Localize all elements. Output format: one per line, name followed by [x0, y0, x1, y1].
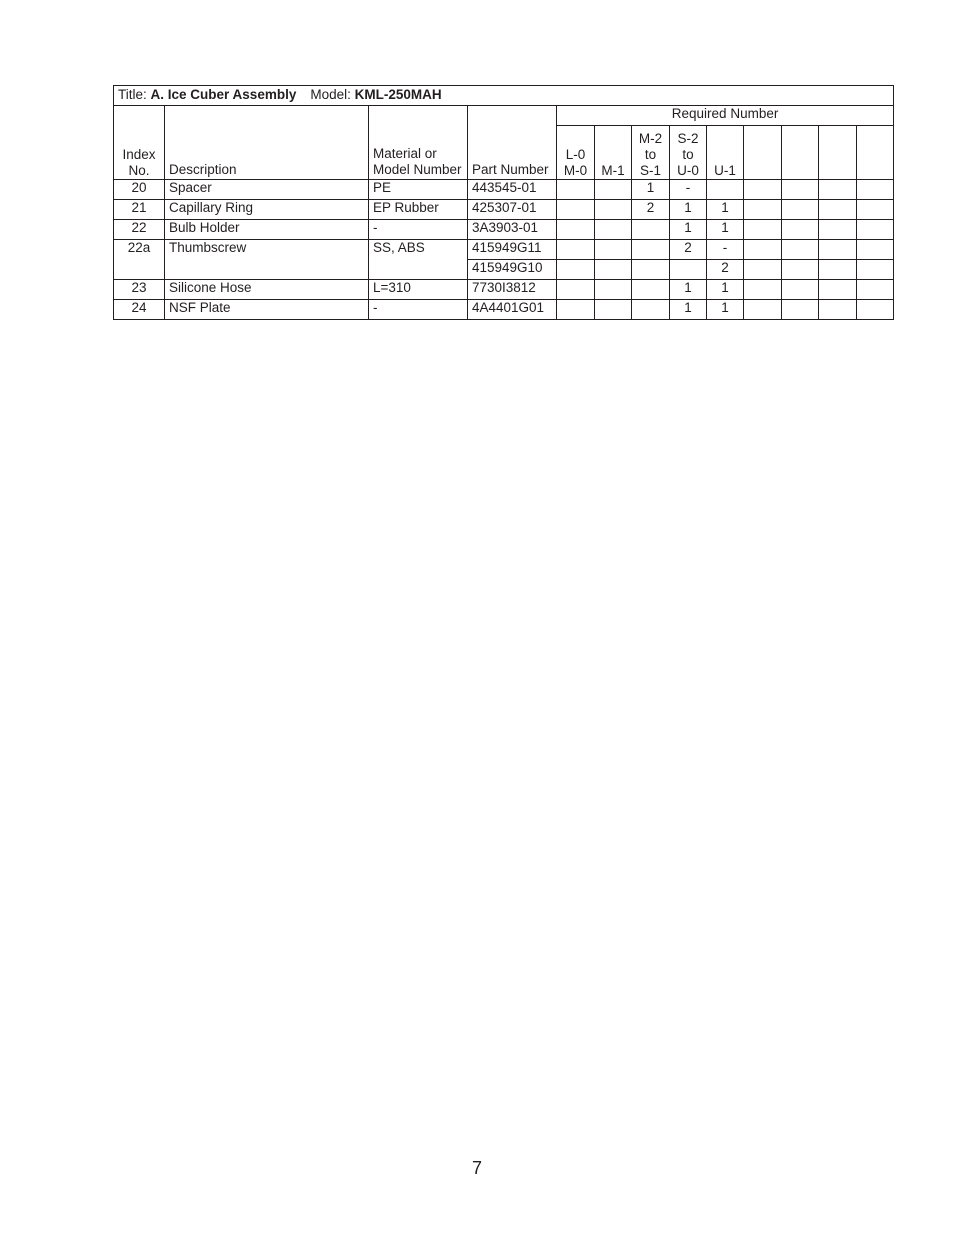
material-cell: [369, 260, 468, 280]
required-qty-cell: [595, 280, 632, 300]
required-qty-cell: -: [707, 240, 744, 260]
table-row: [114, 260, 894, 280]
required-qty-cell: [707, 180, 744, 200]
index-header-line2: No.: [128, 163, 150, 178]
req-column-header: [595, 126, 632, 180]
table-row: [114, 280, 894, 300]
part-number-cell: 415949G11: [468, 240, 557, 260]
req-column-header-line1: S-2: [677, 131, 699, 146]
index-cell: 20: [114, 180, 165, 200]
required-qty-cell: [557, 300, 595, 320]
required-qty-cell: [744, 260, 782, 280]
required-qty-cell: [782, 200, 819, 220]
part-number-cell: 443545-01: [468, 180, 557, 200]
description-cell: Thumbscrew: [165, 240, 369, 260]
req-column-header-line3: U-1: [714, 163, 736, 178]
req-column-header: [670, 126, 707, 180]
title-row: [114, 86, 894, 106]
index-cell: 24: [114, 300, 165, 320]
required-qty-cell: 2: [707, 260, 744, 280]
req-column-header-line3: M-1: [601, 163, 625, 178]
req-column-header-line2: [707, 147, 743, 163]
required-qty-cell: [857, 180, 894, 200]
req-column-header-line1: [595, 131, 631, 147]
required-qty-cell: 1: [707, 220, 744, 240]
required-qty-cell: [557, 180, 595, 200]
req-column-header: [632, 126, 670, 180]
req-column-header: [819, 126, 857, 180]
required-qty-cell: 1: [707, 280, 744, 300]
req-column-header-line2: L-0: [565, 147, 586, 162]
required-qty-cell: [782, 260, 819, 280]
required-qty-cell: [632, 300, 670, 320]
material-header-line1: Material or: [373, 146, 437, 161]
required-qty-cell: -: [670, 180, 707, 200]
model-label: Model:: [310, 87, 351, 102]
index-header-line1: Index: [122, 147, 156, 162]
required-qty-cell: 1: [670, 280, 707, 300]
required-qty-cell: [744, 240, 782, 260]
required-qty-cell: [595, 240, 632, 260]
required-qty-cell: [819, 240, 857, 260]
required-qty-cell: [595, 200, 632, 220]
description-cell: [165, 260, 369, 280]
index-cell: [114, 260, 165, 280]
required-qty-cell: [857, 280, 894, 300]
req-column-header: [707, 126, 744, 180]
req-column-header-line3: U-0: [677, 163, 699, 178]
required-qty-cell: 1: [670, 300, 707, 320]
description-cell: Spacer: [165, 180, 369, 200]
assembly-title: A. Ice Cuber Assembly: [150, 87, 297, 102]
parts-table: [113, 85, 894, 320]
req-column-header: [744, 126, 782, 180]
required-qty-cell: [744, 220, 782, 240]
index-cell: 22a: [114, 240, 165, 260]
description-header: [165, 106, 369, 180]
required-qty-cell: [744, 180, 782, 200]
req-column-header-line1: [707, 131, 743, 147]
description-cell: NSF Plate: [165, 300, 369, 320]
page-number: 7: [471, 1158, 482, 1178]
part-number-cell: 4A4401G01: [468, 300, 557, 320]
required-qty-cell: [557, 240, 595, 260]
required-qty-cell: 2: [670, 240, 707, 260]
required-qty-cell: [819, 180, 857, 200]
required-qty-cell: [782, 240, 819, 260]
material-header: [369, 106, 468, 180]
required-qty-cell: [782, 220, 819, 240]
required-qty-cell: [857, 260, 894, 280]
material-cell: SS, ABS: [369, 240, 468, 260]
material-cell: -: [369, 300, 468, 320]
required-qty-cell: [857, 300, 894, 320]
required-qty-cell: [557, 280, 595, 300]
required-qty-cell: 2: [632, 200, 670, 220]
required-qty-cell: 1: [707, 300, 744, 320]
required-number-header: Required Number: [557, 106, 894, 126]
title-label: Title:: [118, 87, 147, 102]
part-number-header-label: Part Number: [472, 162, 549, 177]
part-number-cell: 425307-01: [468, 200, 557, 220]
required-qty-cell: [782, 300, 819, 320]
required-qty-cell: [632, 280, 670, 300]
material-cell: L=310: [369, 280, 468, 300]
req-column-header-line2: to: [644, 147, 657, 162]
req-column-header-line3: S-1: [639, 163, 661, 178]
index-cell: 22: [114, 220, 165, 240]
index-header: [114, 106, 165, 180]
required-qty-cell: [557, 200, 595, 220]
index-cell: 23: [114, 280, 165, 300]
required-qty-cell: [744, 200, 782, 220]
required-qty-cell: [557, 220, 595, 240]
required-qty-cell: [670, 260, 707, 280]
required-qty-cell: 1: [670, 200, 707, 220]
title-cell: [114, 86, 894, 106]
table-row: [114, 300, 894, 320]
required-qty-cell: 1: [632, 180, 670, 200]
part-number-header: [468, 106, 557, 180]
required-qty-cell: [632, 220, 670, 240]
part-number-cell: 7730I3812: [468, 280, 557, 300]
required-qty-cell: [595, 260, 632, 280]
required-qty-cell: [857, 220, 894, 240]
description-cell: Capillary Ring: [165, 200, 369, 220]
required-qty-cell: [632, 240, 670, 260]
header-row-1: [114, 106, 894, 126]
required-qty-cell: [819, 280, 857, 300]
required-qty-cell: [857, 200, 894, 220]
required-qty-cell: [744, 300, 782, 320]
required-qty-cell: [632, 260, 670, 280]
required-qty-cell: [782, 280, 819, 300]
req-column-header-line3: M-0: [563, 163, 588, 178]
required-qty-cell: [819, 200, 857, 220]
required-qty-cell: [782, 180, 819, 200]
required-qty-cell: [744, 280, 782, 300]
req-column-header-line2: [595, 147, 631, 163]
required-qty-cell: [819, 220, 857, 240]
model-number: KML-250MAH: [354, 87, 442, 102]
required-qty-cell: [857, 240, 894, 260]
table-row: [114, 220, 894, 240]
index-cell: 21: [114, 200, 165, 220]
required-qty-cell: [557, 260, 595, 280]
req-column-header-line1: [557, 131, 594, 147]
required-qty-cell: [819, 300, 857, 320]
required-qty-cell: 1: [670, 220, 707, 240]
required-qty-cell: [819, 260, 857, 280]
required-qty-cell: [595, 180, 632, 200]
required-qty-cell: [595, 220, 632, 240]
required-qty-cell: 1: [707, 200, 744, 220]
req-column-header: [857, 126, 894, 180]
req-column-header: [782, 126, 819, 180]
description-header-label: Description: [169, 162, 237, 177]
required-qty-cell: [595, 300, 632, 320]
part-number-cell: 3A3903-01: [468, 220, 557, 240]
material-cell: EP Rubber: [369, 200, 468, 220]
req-column-header-line2: to: [682, 147, 694, 162]
material-cell: PE: [369, 180, 468, 200]
description-cell: Silicone Hose: [165, 280, 369, 300]
table-row: [114, 240, 894, 260]
table-row: [114, 180, 894, 200]
req-column-header-line1: M-2: [638, 131, 663, 146]
part-number-cell: 415949G10: [468, 260, 557, 280]
req-column-header: [557, 126, 595, 180]
material-header-line2: Model Number: [373, 162, 462, 177]
material-cell: -: [369, 220, 468, 240]
description-cell: Bulb Holder: [165, 220, 369, 240]
table-row: [114, 200, 894, 220]
